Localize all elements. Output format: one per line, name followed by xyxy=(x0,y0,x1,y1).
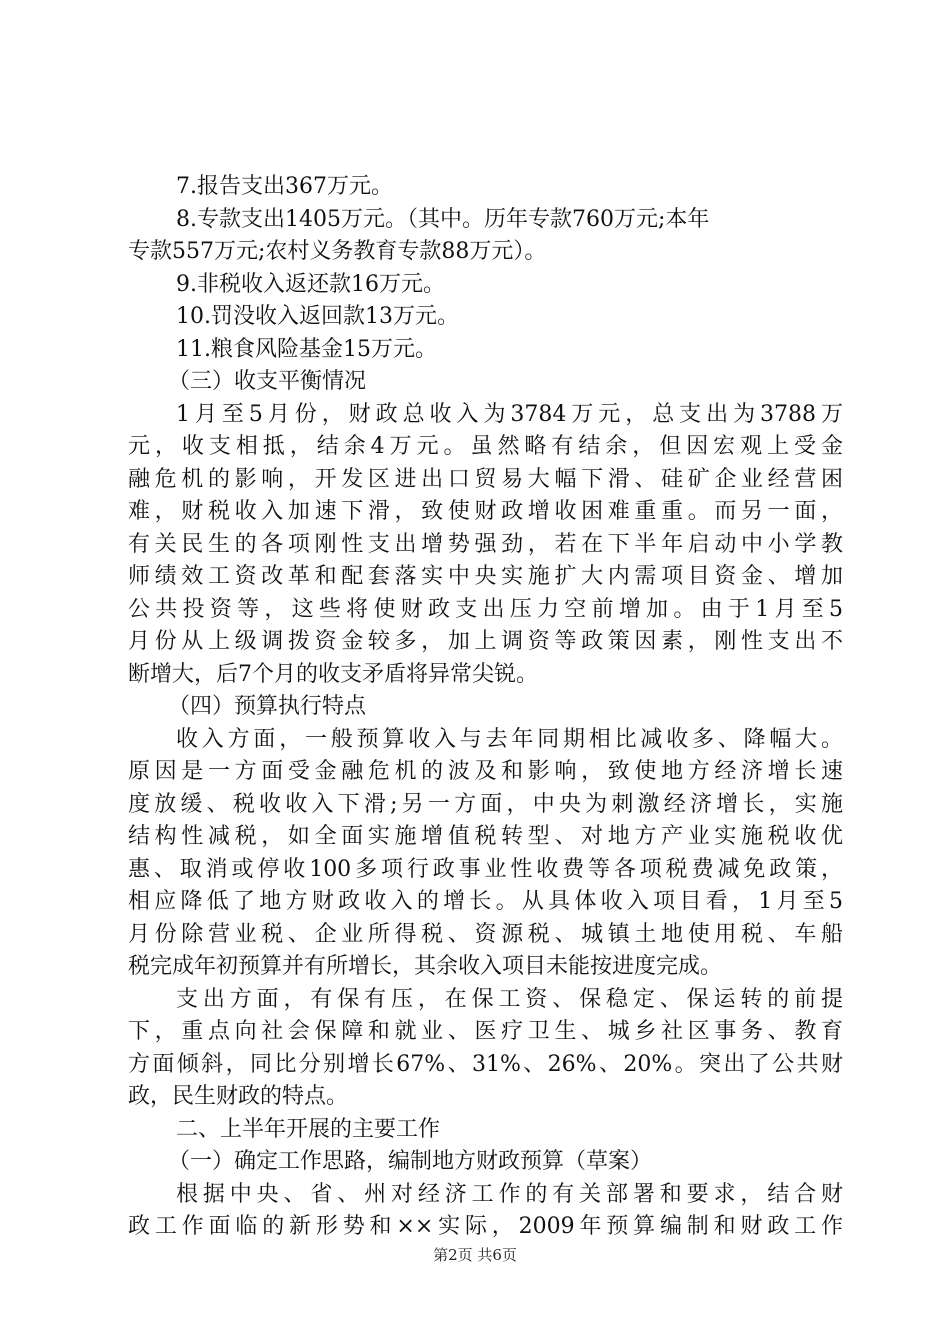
text-line: 原因是一方面受金融危机的波及和影响，致使地方经济增长速 xyxy=(128,759,843,784)
text-line: 9.非税收入返还款16万元。 xyxy=(176,271,445,297)
text-line: 度放缓、税收收入下滑;另一方面，中央为刺激经济增长，实施 xyxy=(128,791,843,817)
text-line: 税完成年初预算并有所增长，其余收入项目未能按进度完成。 xyxy=(128,954,723,979)
text-line: 支出方面，有保有压，在保工资、保稳定、保运转的前提 xyxy=(176,986,843,1012)
text-line: 有关民生的各项刚性支出增势强劲，若在下半年启动中小学教 xyxy=(128,531,843,557)
text-line: 政，民生财政的特点。 xyxy=(128,1084,349,1109)
text-line: 政工作面临的新形势和××实际，2009年预算编制和财政工作 xyxy=(128,1214,843,1239)
text-line: 结构性减税，如全面实施增值税转型、对地方产业实施税收优 xyxy=(128,824,843,849)
text-line: 8.专款支出1405万元。（其中。历年专款760万元;本年 xyxy=(176,206,710,232)
text-line: 方面倾斜，同比分别增长67%、31%、26%、20%。突出了公共财 xyxy=(128,1051,843,1077)
section-heading: （三）收支平衡情况 xyxy=(168,369,367,394)
text-line: 断增大，后7个月的收支矛盾将异常尖锐。 xyxy=(128,661,538,687)
text-line: 下，重点向社会保障和就业、医疗卫生、城乡社区事务、教育 xyxy=(128,1019,843,1044)
text-line: 10.罚没收入返回款13万元。 xyxy=(176,304,459,329)
text-line: 师绩效工资改革和配套落实中央实施扩大内需项目资金、增加 xyxy=(128,564,843,589)
text-line: 公共投资等，这些将使财政支出压力空前增加。由于1月至5 xyxy=(128,596,843,622)
text-line: 11.粮食风险基金15万元。 xyxy=(176,336,437,362)
text-line: 7.报告支出367万元。 xyxy=(176,174,393,199)
text-line: 相应降低了地方财政收入的增长。从具体收入项目看，1月至5 xyxy=(128,889,843,914)
section-heading: （一）确定工作思路，编制地方财政预算（草案） xyxy=(168,1149,653,1174)
text-line: 月份从上级调拨资金较多，加上调资等政策因素，刚性支出不 xyxy=(128,629,843,654)
text-line: 收入方面，一般预算收入与去年同期相比减收多、降幅大。 xyxy=(176,726,843,752)
text-line: 根据中央、省、州对经济工作的有关部署和要求，结合财 xyxy=(176,1181,843,1207)
text-line: 专款557万元;农村义务教育专款88万元）。 xyxy=(128,239,547,264)
text-line: 融危机的影响，开发区进出口贸易大幅下滑、硅矿企业经营困 xyxy=(128,466,843,492)
text-line: 元，收支相抵，结余4万元。虽然略有结余，但因宏观上受金 xyxy=(128,434,843,459)
text-line: 惠、取消或停收100多项行政事业性收费等各项税费减免政策， xyxy=(128,856,843,882)
page-footer: 第2页 共6页 xyxy=(433,1246,517,1264)
section-heading: 二、上半年开展的主要工作 xyxy=(176,1116,441,1142)
text-line: 难，财税收入加速下滑，致使财政增收困难重重。而另一面， xyxy=(128,499,843,524)
text-line: 1月至5月份，财政总收入为3784万元，总支出为3788万 xyxy=(176,401,843,427)
document-body xyxy=(128,171,843,1244)
text-line: 月份除营业税、企业所得税、资源税、城镇土地使用税、车船 xyxy=(128,921,843,947)
section-heading: （四）预算执行特点 xyxy=(168,694,367,719)
